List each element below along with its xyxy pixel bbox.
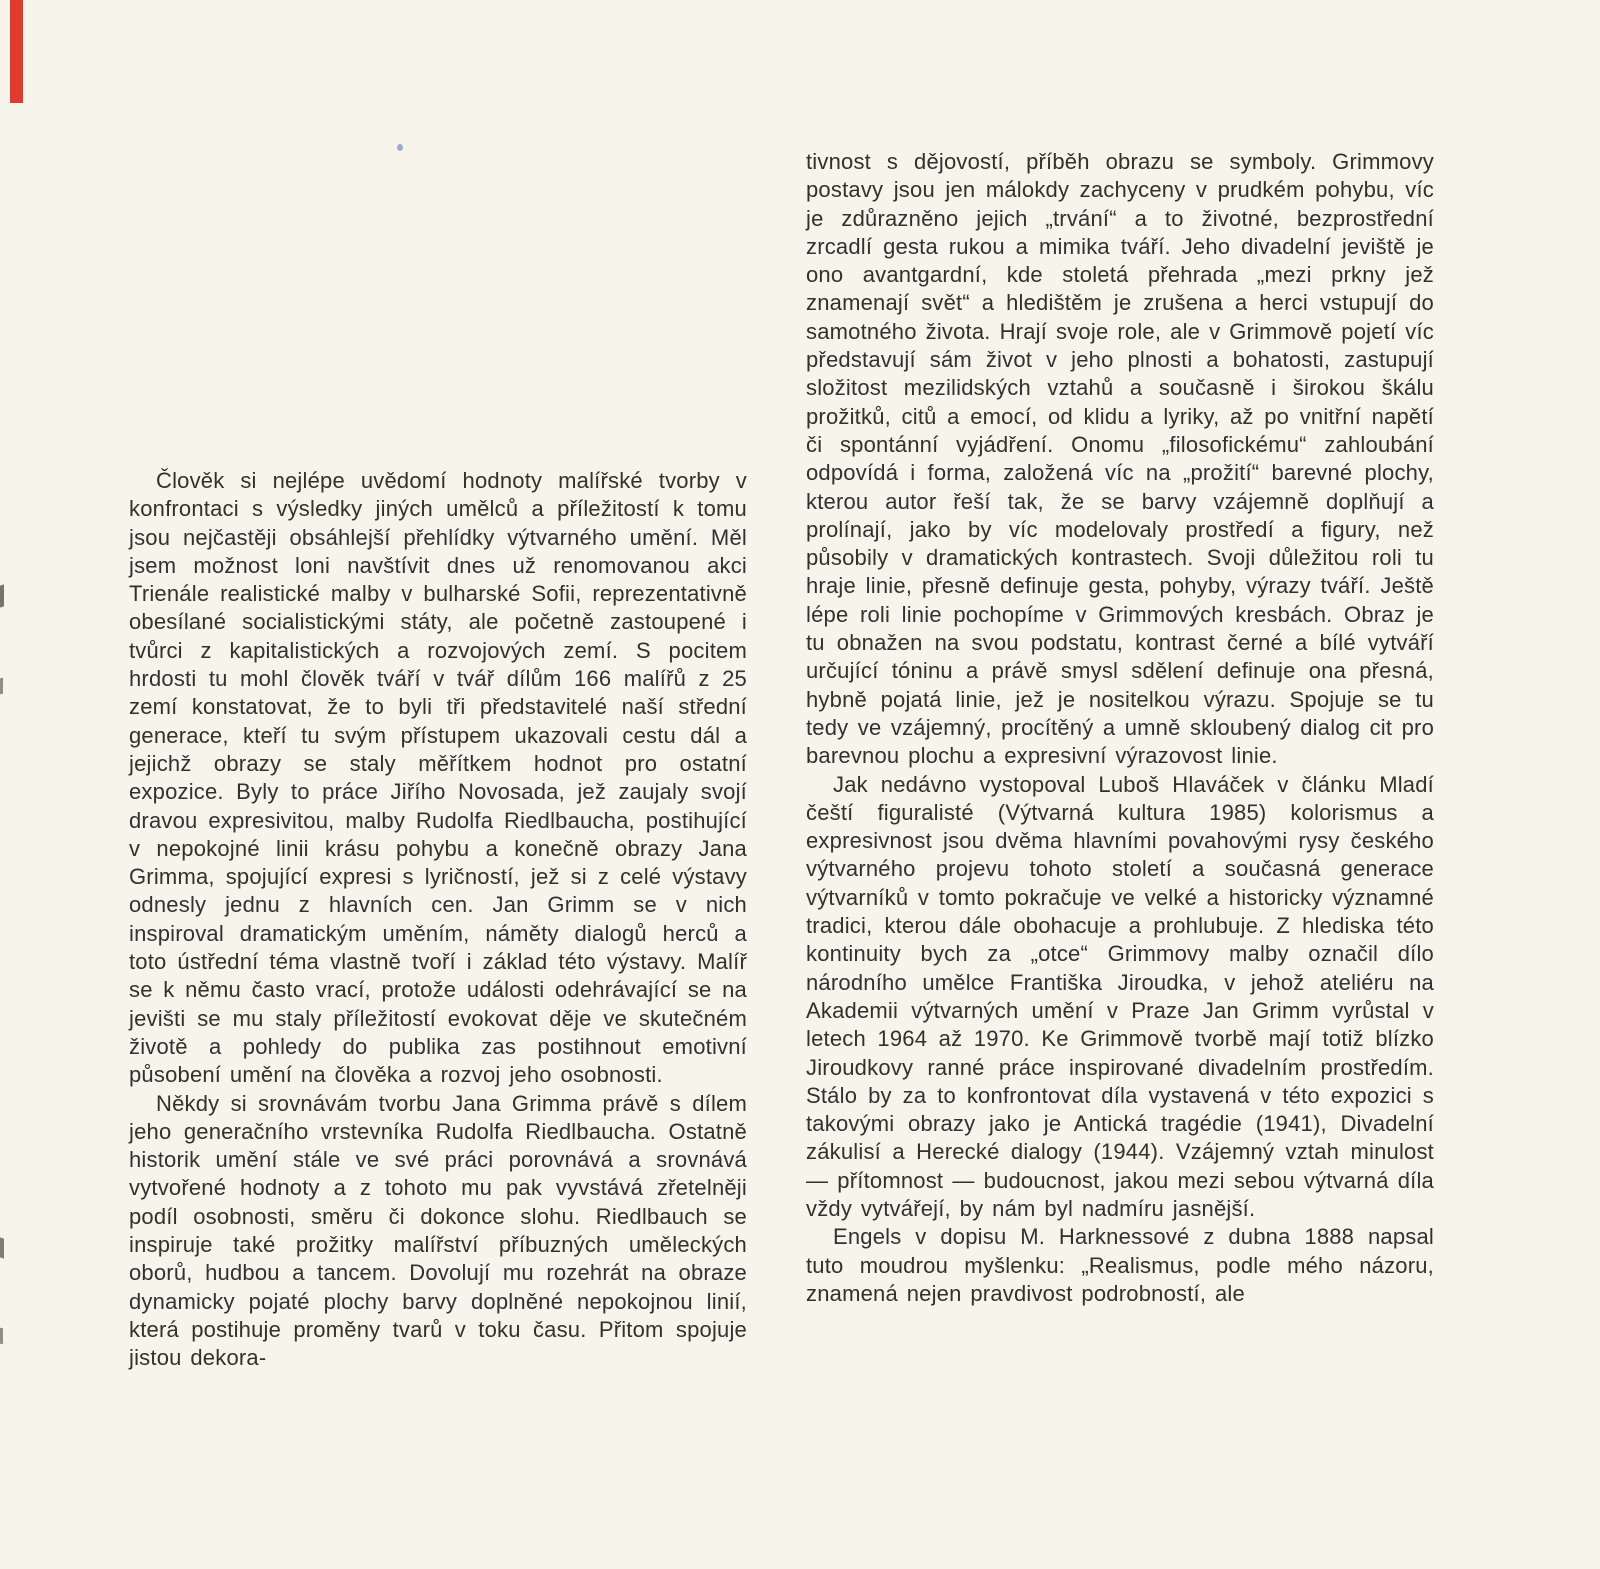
binding-mark bbox=[0, 678, 3, 695]
red-margin-mark bbox=[10, 0, 23, 103]
paragraph: Člověk si nejlépe uvědomí hodnoty malířské tvorby v konfrontaci s výsledky jiných umělců a příležitostí k tomu jsou nejčastěji obsáhlejší přehlídky výtvarného umění. Měl jsem možnost loni navštívit dnes už renomovanou akci Trienále realistické malby v bulharské Sofii, reprezentativně obesílané socialistickými státy, ale početně zastoupené i tvůrci z kapitalistických a rozvojových zemí. S pocitem hrdosti tu mohl člověk tváří v tvář dílům 166 malířů z 25 zemí konstatovat, že to byli tři představitelé naší střední generace, kteří tu svým přístupem ukazovali cestu dál a jejichž obrazy se staly měřítkem hodnot pro ostatní expozice. Byly to práce Jiřího Novosada, jež zaujaly svojí dravou expresivitou, malby Rudolfa Riedlbaucha, postihující v nepokojné linii krásu pohybu a konečně obrazy Jana Grimma, spojující expresi s lyričností, jež si z celé výstavy odnesly jednu z hlavních cen. Jan Grimm se v nich inspiroval dramatickým uměním, náměty dialogů herců a toto ústřední téma vlastně tvoří i základ této výstavy. Malíř se k němu často vrací, protože události odehrávající se na jevišti se mu staly příležitostí evokovat děje ve skutečném životě a pohledy do publika zas postihnout emotivní působení umění na člověka a rozvoj jeho osobnosti. bbox=[129, 468, 747, 1088]
binding-mark bbox=[0, 584, 4, 607]
binding-mark bbox=[0, 1237, 4, 1258]
text-column-right bbox=[806, 148, 1434, 1308]
paragraph: Jak nedávno vystopoval Luboš Hlaváček v článku Mladí čeští figuralisté (Výtvarná kultura 1985) kolorismus a expresivnost jsou dvěma hlavními povahovými rysy českého výtvarného projevu tohoto století a současná generace výtvarníků v tomto pokračuje ve velké a historicky významné tradici, kterou dále obohacuje a prohlubuje. Z hlediska této kontinuity bych za „otce“ Grimmovy malby označil dílo národního umělce Františka Jiroudka, v jehož ateliéru na Akademii výtvarných umění v Praze Jan Grimm vyrůstal v letech 1964 až 1970. Ke Grimmově tvorbě mají totiž blízko Jiroudkovy ranné práce inspirované divadelním prostředím. Stálo by za to konfrontovat díla vystavená v této expozici s takovými obrazy jako je Antická tragédie (1941), Divadelní zákulisí a Herecké dialogy (1944). Vzájemný vztah minulost — přítomnost — budoucnost, jakou mezi sebou výtvarná díla vždy vytvářejí, by nám byl nadmíru jasnější. bbox=[806, 771, 1434, 1221]
paper-speck bbox=[397, 144, 403, 151]
paragraph-continuation: tivnost s dějovostí, příběh obrazu se symboly. Grimmovy postavy jsou jen málokdy zachyceny v prudkém pohybu, víc je zdůrazněno jejich „trvání“ a to životné, bezprostřední zrcadlí gesta rukou a mimika tváří. Jeho divadelní jeviště je ono avantgardní, kde stoletá přehrada „mezi prkny jež znamenají svět“ a hledištěm je zrušena a herci vstupují do samotného života. Hrají svoje role, ale v Grimmově pojetí víc představují sám život v jeho plnosti a bohatosti, zastupují složitost mezilidských vztahů a současně i širokou škálu prožitků, citů a emocí, od klidu a lyriky, až po vnitřní napětí či spontánní vyjádření. Onomu „filosofickému“ zahloubání odpovídá i forma, založená víc na „prožití“ barevné plochy, kterou autor řeší tak, že se barvy vzájemně doplňují a prolínají, jako by víc modelovaly prostředí a figury, než působily v dramatických kontrastech. Svoji důležitou roli tu hraje linie, přesně definuje gesta, pohyby, výrazy tváří. Ještě lépe roli linie pochopíme v Grimmových kresbách. Obraz je tu obnažen na svou podstatu, kontrast černé a bílé vytváří určující tóninu a právě smysl sdělení definuje ona přesná, hybně pojatá linie, jež je nositelkou výrazu. Spojuje se tu tedy ve vzájemný, procítěný a umně skloubený dialog cit pro barevnou plochu a expresivní výrazovost linie. bbox=[806, 149, 1434, 769]
text-column-left bbox=[129, 467, 747, 1373]
binding-mark bbox=[0, 1328, 3, 1345]
paragraph: Engels v dopisu M. Harknessové z dubna 1888 napsal tuto moudrou myšlenku: „Realismus, podle mého názoru, znamená nejen pravdivost podrobností, ale bbox=[806, 1224, 1434, 1306]
paragraph: Někdy si srovnávám tvorbu Jana Grimma právě s dílem jeho generačního vrstevníka Rudolfa Riedlbaucha. Ostatně historik umění stále ve své práci porovnává a srovnává vytvořené hodnoty a z tohoto mu pak vyvstává zřetelněji podíl osobnosti, směru či dokonce slohu. Riedlbauch se inspiruje také prožitky malířství příbuzných uměleckých oborů, hudbou a tancem. Dovolují mu rozehrát na obraze dynamicky pojaté plochy barvy doplněné nepokojnou linií, která postihuje proměny tvarů v toku času. Přitom spojuje jistou dekora- bbox=[129, 1090, 747, 1371]
